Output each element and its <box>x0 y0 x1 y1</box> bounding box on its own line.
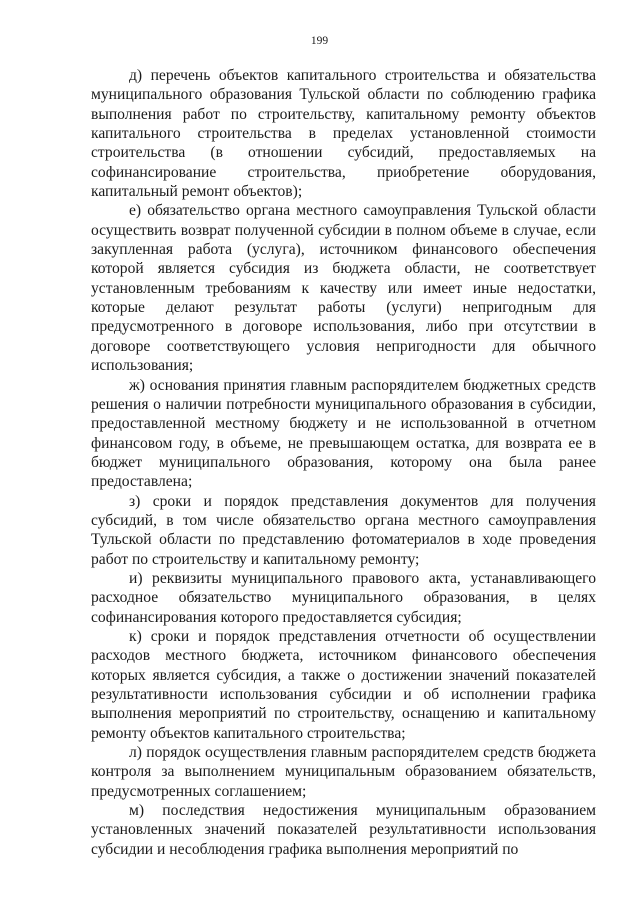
paragraph-z: з) сроки и порядок представления документов для получения субсидий, в том числе обязательство органа местного самоуправления Тульской области по представлению фотоматериалов в ходе проведения работ по строительству и капитальному ремонту; <box>91 492 596 568</box>
paragraph-zh: ж) основания принятия главным распорядителем бюджетных средств решения о наличии потребности муниципального образования в субсидии, предоставленной местному бюджету и не использованной в отчетном финансовом году, в объеме, не превышающем остатка, для возврата ее в бюджет муниципального образования, которому она была ранее предоставлена; <box>91 376 596 491</box>
paragraph-l: л) порядок осуществления главным распорядителем средств бюджета контроля за выполнением муниципальным образованием обязательств, предусмотренных соглашением; <box>91 744 596 800</box>
document-body <box>91 66 596 859</box>
paragraph-i: и) реквизиты муниципального правового акта, устанавливающего расходное обязательство муниципального образования, в целях софинансирования которого предоставляется субсидия; <box>91 569 596 626</box>
paragraph-e: е) обязательство органа местного самоуправления Тульской области осуществить возврат полученной субсидии в полном объеме в случае, если закупленная работа (услуга), источником финансового обеспечения которой является субсидия из бюджета области, не соответствует установленным требованиям к качеству или имеет иные недостатки, которые делают результат работы (услуги) непригодным для предусмотренного в договоре использования, либо при отсутствии в договоре соответствующего условия непригодности для обычного использования; <box>91 202 596 375</box>
paragraph-d: д) перечень объектов капитального строительства и обязательства муниципального образования Тульской области по соблюдению графика выполнения работ по строительству, капитальному ремонту объектов капитального строительства в пределах установленной стоимости строительства (в отношении субсидий, предоставляемых на софинансирование строительства, приобретение оборудования, капитальный ремонт объектов); <box>91 67 596 201</box>
page-number: 199 <box>310 35 329 47</box>
paragraph-k: к) сроки и порядок представления отчетности об осуществлении расходов местного бюджета, источником финансового обеспечения которых является субсидия, а также о достижении значений показателей результативности использования субсидии и об исполнении графика выполнения мероприятий по строительству, оснащению и капитальному ремонту объектов капитального строительства; <box>91 627 596 742</box>
paragraph-m: м) последствия недостижения муниципальным образованием установленных значений показателей результативности использования субсидии и несоблюдения графика выполнения мероприятий по <box>91 802 596 858</box>
